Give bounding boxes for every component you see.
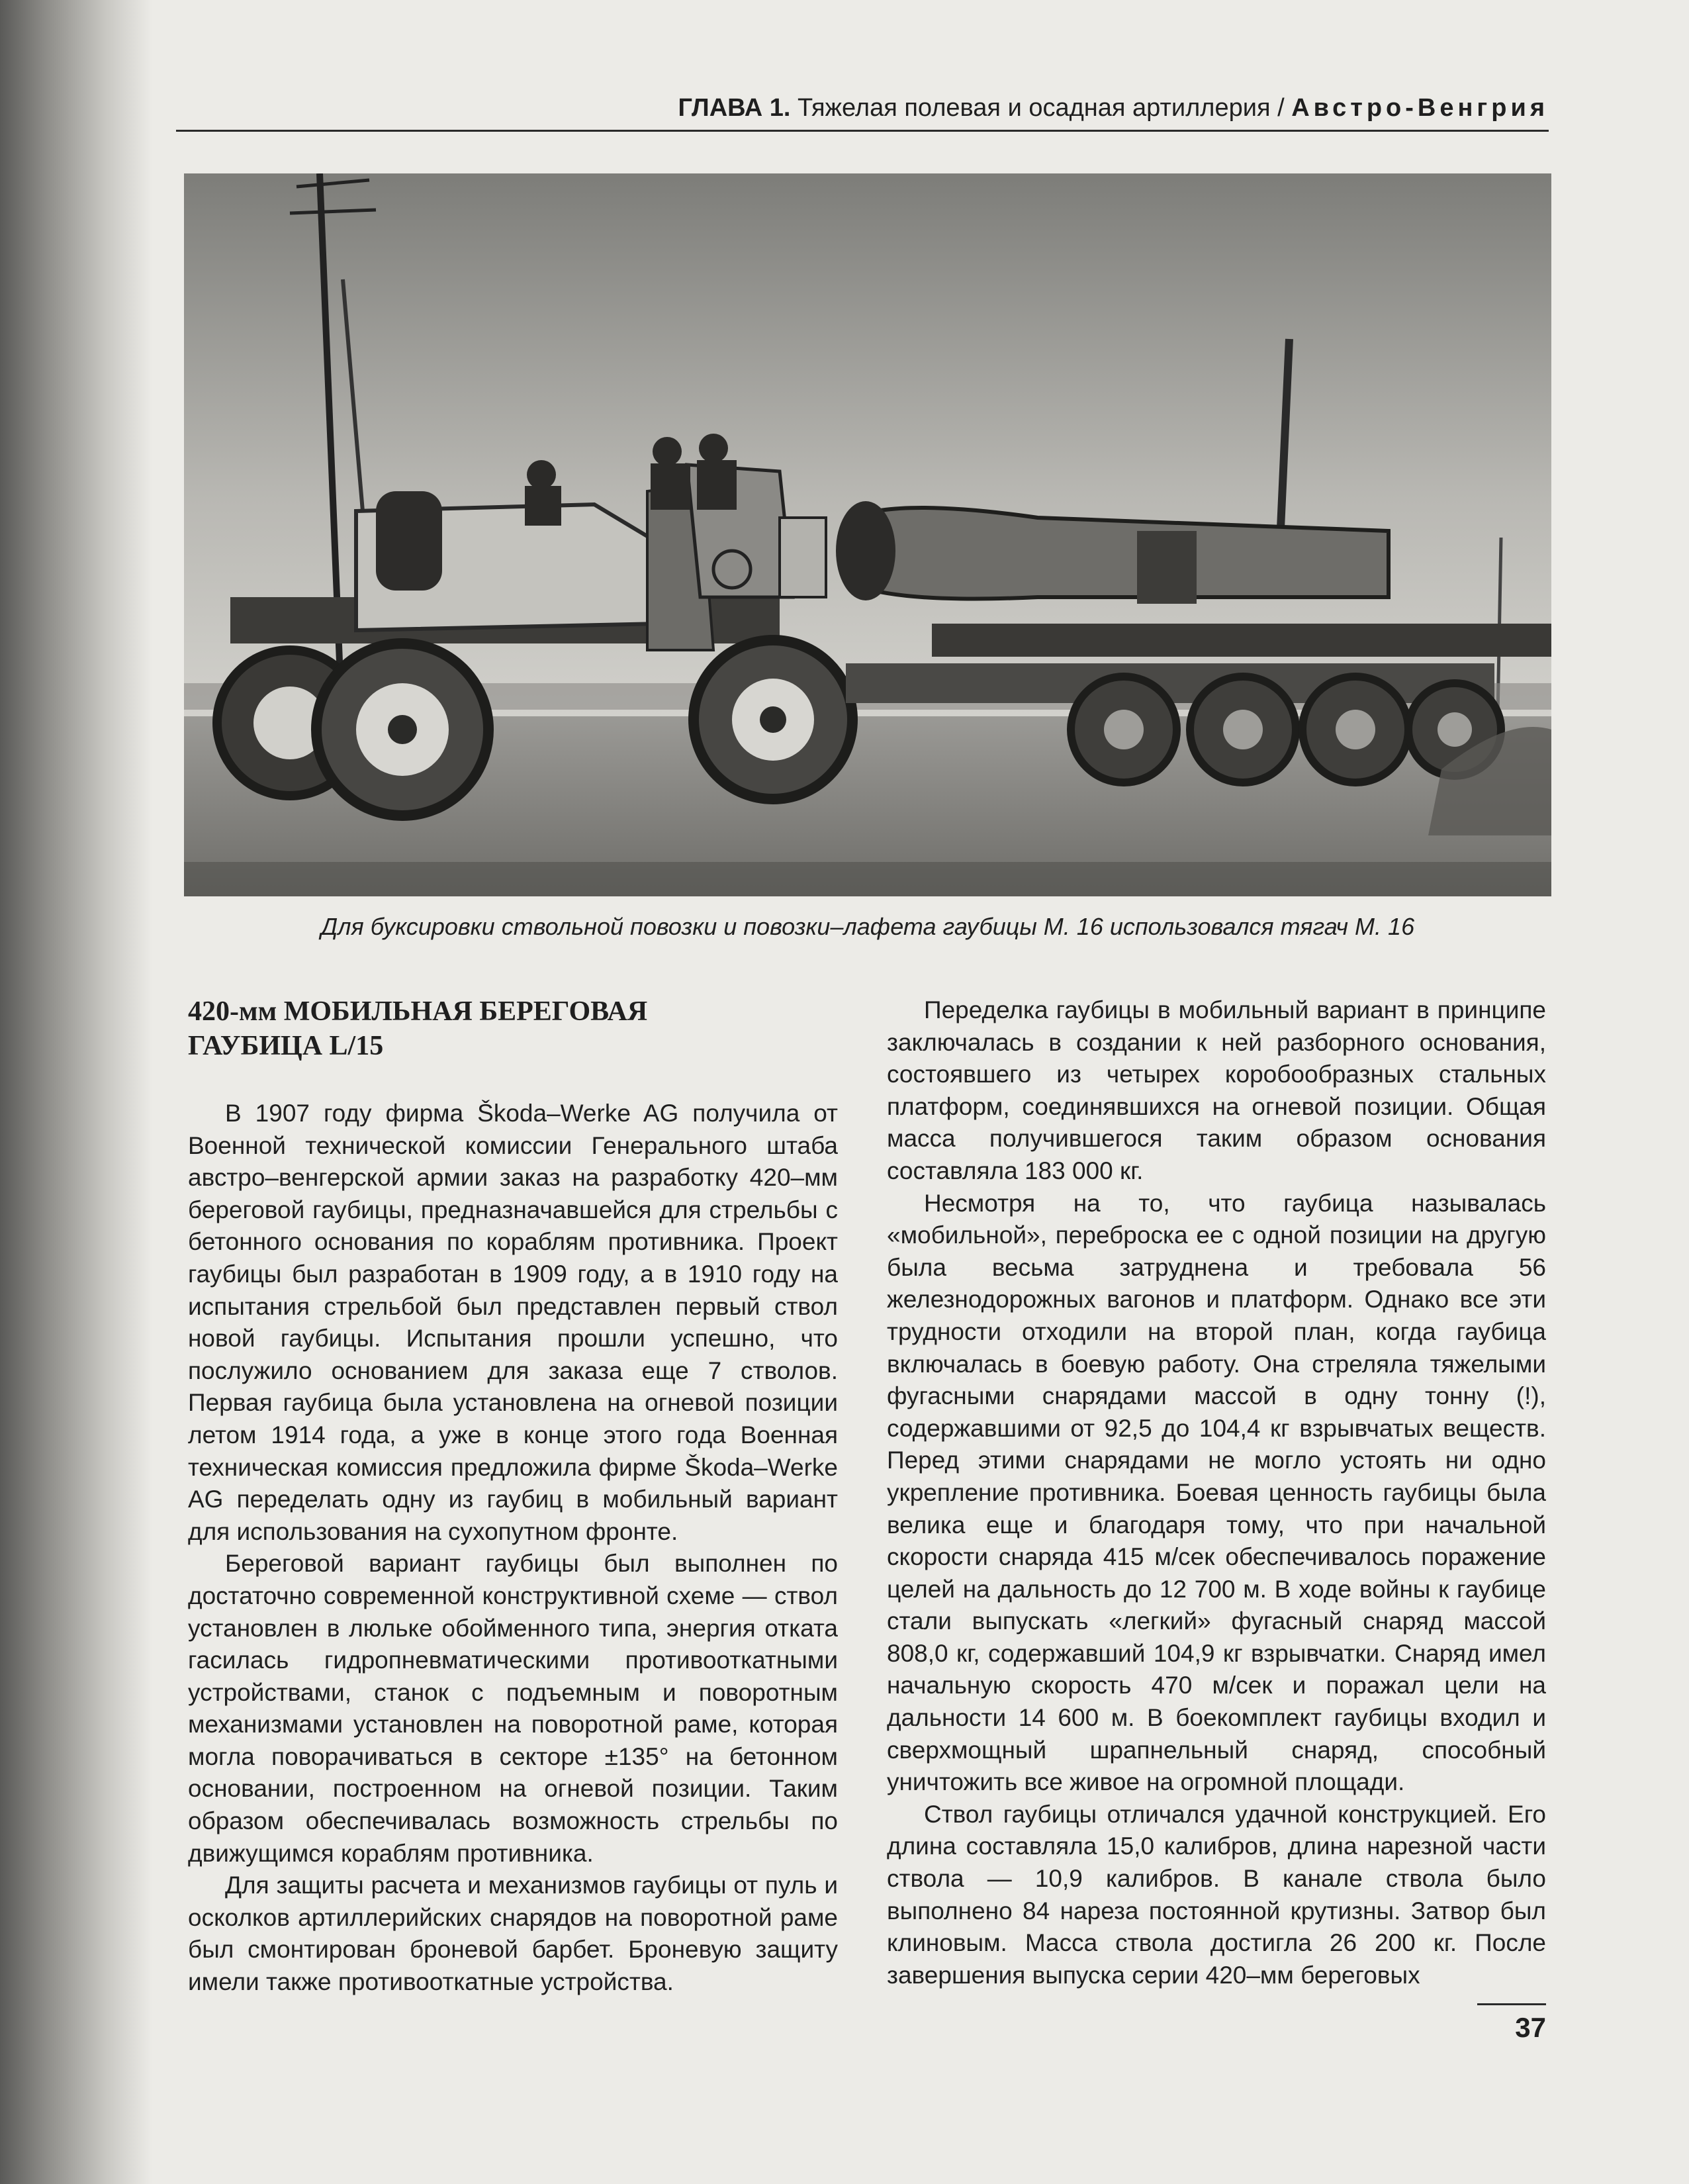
column-left (188, 994, 838, 1999)
paragraph: Для защиты расчета и механизмов гаубицы от пуль и осколков артиллерийских снарядов на поворотной раме был смонтирован броневой барбет. Броневую защиту имели также противооткатные устройства. (188, 1872, 838, 1996)
paragraph: В 1907 году фирма Škoda–Werke AG получила от Военной технической комиссии Генерального штаба австро–венгерской армии заказ на разработку 420–мм береговой гаубицы, предназначавшейся для стрельбы с бетонного основания по кораблям противника. Проект гаубицы был разработан в 1909 году, а в 1910 году на испытания стрельбой был представлен первый ствол новой гаубицы. Испытания прошли успешно, что послужило основанием для заказа еще 7 стволов. Первая гаубица была установлена на огневой позиции летом 1914 года, а уже в конце этого года Военная техническая комиссия предложила фирме Škoda–Werke AG переделать одну из гаубиц в мобильный вариант для использования на сухопутном фронте. (188, 1100, 838, 1545)
paragraph: Несмотря на то, что гаубица называлась «мобильной», переброска ее с одной позиции на другую была весьма затруднена и требовала 56 железнодорожных вагонов и платформ. Однако все эти трудности отходили на второй план, когда гаубица включалась в боевую работу. Она стреляла тяжелыми фугасными снарядами массой в одну тонну (!), содержавшими от 92,5 до 104,4 кг взрывчатых веществ. Перед этими снарядами не могло устоять ни одно укрепление противника. Боевая ценность гаубицы была велика еще и благодаря тому, что при начальной скорости снаряда 415 м/сек обеспечивалось поражение целей на дальность до 12 700 м. В ходе войны к гаубице стали выпускать «легкий» фугасный снаряд массой 808,0 кг, содержавший 104,9 кг взрывчатки. Снаряд имел начальную скорость 470 м/сек и поражал цели на дальности 14 600 м. В боекомплект гаубицы входил и сверхмощный шрапнельный снаряд, способный уничтожить все живое на огромной площади. (887, 1189, 1546, 1796)
page-number: 37 (1515, 2012, 1546, 2043)
paragraph: Береговой вариант гаубицы был выполнен по достаточно современной конструктивной схеме — ствол установлен в люльке обойменного типа, энергия отката гасилась гидропневматическими противооткатными устройствами, станок с подъемным и поворотным механизмами установлен на поворотной раме, которая могла поворачиваться в секторе ±135° на бетонном основании, построенном на огневой позиции. Таким образом обеспечивалась возможность стрельбы по движущимся кораблям противника. (188, 1550, 838, 1867)
section-title: Тяжелая полевая и осадная артиллерия / (797, 94, 1285, 122)
tractor-photo (184, 173, 1551, 896)
column-right (887, 994, 1546, 1991)
article-title-line-2: ГАУБИЦА L/15 (188, 1031, 384, 1061)
country-label: Австро-Венгрия (1291, 94, 1549, 122)
article-title-line-1: 420-мм МОБИЛЬНАЯ БЕРЕГОВАЯ (188, 996, 648, 1027)
tractor-photo-drawing (184, 173, 1551, 896)
running-header (176, 91, 1549, 132)
photo-caption: Для буксировки ствольной повозки и повозки–лафета гаубицы М. 16 использовался тягач М. 16 (320, 913, 1415, 940)
paragraph: Ствол гаубицы отличался удачной конструкцией. Его длина составляла 15,0 калибров, длина нарезной части ствола — 10,9 калибров. В канале ствола было выполнено 84 нареза постоянной крутизны. Затвор был клиновым. Масса ствола достигла 26 200 кг. После завершения выпуска серии 420–мм береговых (887, 1800, 1546, 1989)
page-number-rule (1477, 2003, 1546, 2005)
page-spine-shadow (0, 0, 152, 2184)
chapter-label: ГЛАВА 1. (678, 94, 791, 122)
article-title (188, 994, 838, 1063)
paragraph: Переделка гаубицы в мобильный вариант в принципе заключалась в создании к ней разборного основания, состоявшего из четырех коробообразных стальных платформ, соединявшихся на огневой позиции. Общая масса получившегося таким образом основания составляла 183 000 кг. (887, 996, 1546, 1184)
